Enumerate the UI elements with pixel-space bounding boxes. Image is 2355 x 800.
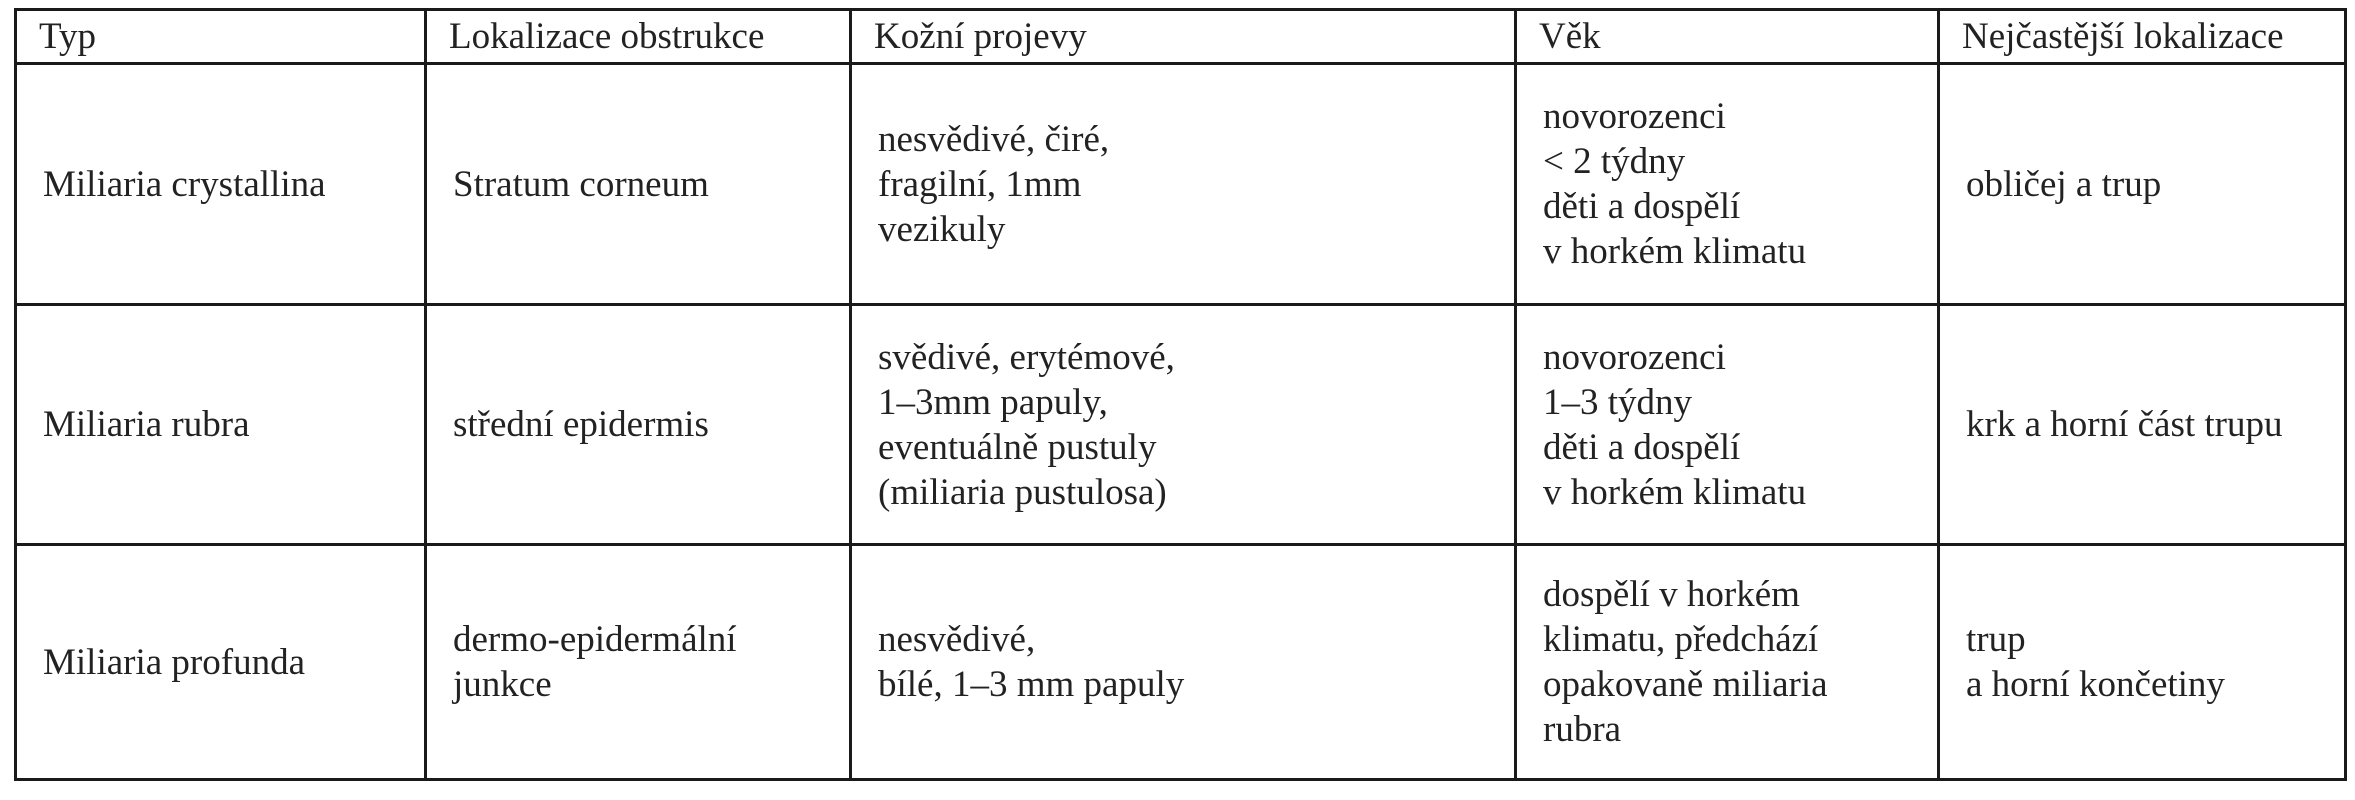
cell-kozni-projevy — [851, 545, 1516, 780]
cell-line: rubra — [1543, 709, 1622, 750]
cell-line: Miliaria profunda — [43, 641, 305, 683]
cell-line: eventuálně pustuly — [878, 426, 1157, 468]
cell-line: dermo-epidermální — [453, 619, 737, 660]
cell-line: novorozenci — [1543, 336, 1726, 378]
cell-nejcastejsi-lokalizace — [1939, 305, 2346, 545]
cell-line: junkce — [453, 664, 552, 705]
cell-lokalizace-obstrukce — [426, 64, 851, 305]
cell-typ — [16, 64, 426, 305]
cell-line: svědivé, erytémové, — [878, 336, 1175, 378]
header-lokalizace-obstrukce: Lokalizace obstrukce — [426, 10, 851, 64]
cell-line: nesvědivé, čiré, — [878, 118, 1110, 160]
cell-line: opakovaně miliaria — [1543, 664, 1828, 705]
cell-vek — [1516, 305, 1939, 545]
cell-line: vezikuly — [878, 208, 1006, 250]
cell-line: děti a dospělí — [1543, 426, 1741, 468]
cell-line: (miliaria pustulosa) — [878, 471, 1167, 513]
cell-line: < 2 týdny — [1543, 141, 1686, 182]
cell-nejcastejsi-lokalizace — [1939, 64, 2346, 305]
cell-line: Miliaria crystallina — [43, 163, 326, 205]
cell-line: klimatu, předchází — [1543, 619, 1819, 660]
cell-line: střední epidermis — [453, 404, 709, 445]
cell-line: dospělí v horkém — [1543, 574, 1800, 615]
cell-lokalizace-obstrukce — [426, 305, 851, 545]
cell-vek — [1516, 545, 1939, 780]
cell-typ — [16, 305, 426, 545]
cell-typ — [16, 545, 426, 780]
cell-kozni-projevy — [851, 64, 1516, 305]
cell-line: 1–3mm papuly, — [878, 381, 1108, 423]
header-typ: Typ — [16, 10, 426, 64]
cell-line: v horkém klimatu — [1543, 231, 1807, 272]
table-row — [16, 545, 2346, 780]
cell-line: a horní končetiny — [1966, 664, 2225, 705]
cell-line: Miliaria rubra — [43, 404, 250, 445]
cell-line: fragilní, 1mm — [878, 163, 1082, 205]
table-row — [16, 305, 2346, 545]
cell-line: nesvědivé, — [878, 619, 1036, 660]
cell-nejcastejsi-lokalizace — [1939, 545, 2346, 780]
cell-line: v horkém klimatu — [1543, 471, 1807, 513]
header-vek: Věk — [1516, 10, 1939, 64]
header-row — [16, 10, 2346, 64]
cell-line: krk a horní část trupu — [1966, 404, 2283, 445]
miliaria-table — [14, 8, 2347, 781]
cell-lokalizace-obstrukce — [426, 545, 851, 780]
cell-line: děti a dospělí — [1543, 186, 1741, 227]
cell-vek — [1516, 64, 1939, 305]
cell-line: bílé, 1–3 mm papuly — [878, 664, 1185, 705]
table-row — [16, 64, 2346, 305]
cell-kozni-projevy — [851, 305, 1516, 545]
cell-line: 1–3 týdny — [1543, 381, 1693, 423]
cell-line: obličej a trup — [1966, 163, 2162, 205]
cell-line: trup — [1966, 619, 2026, 660]
cell-line: novorozenci — [1543, 96, 1726, 137]
header-kozni-projevy: Kožní projevy — [851, 10, 1516, 64]
cell-line: Stratum corneum — [453, 163, 709, 205]
header-nejcastejsi-lokalizace: Nejčastější lokalizace — [1939, 10, 2346, 64]
